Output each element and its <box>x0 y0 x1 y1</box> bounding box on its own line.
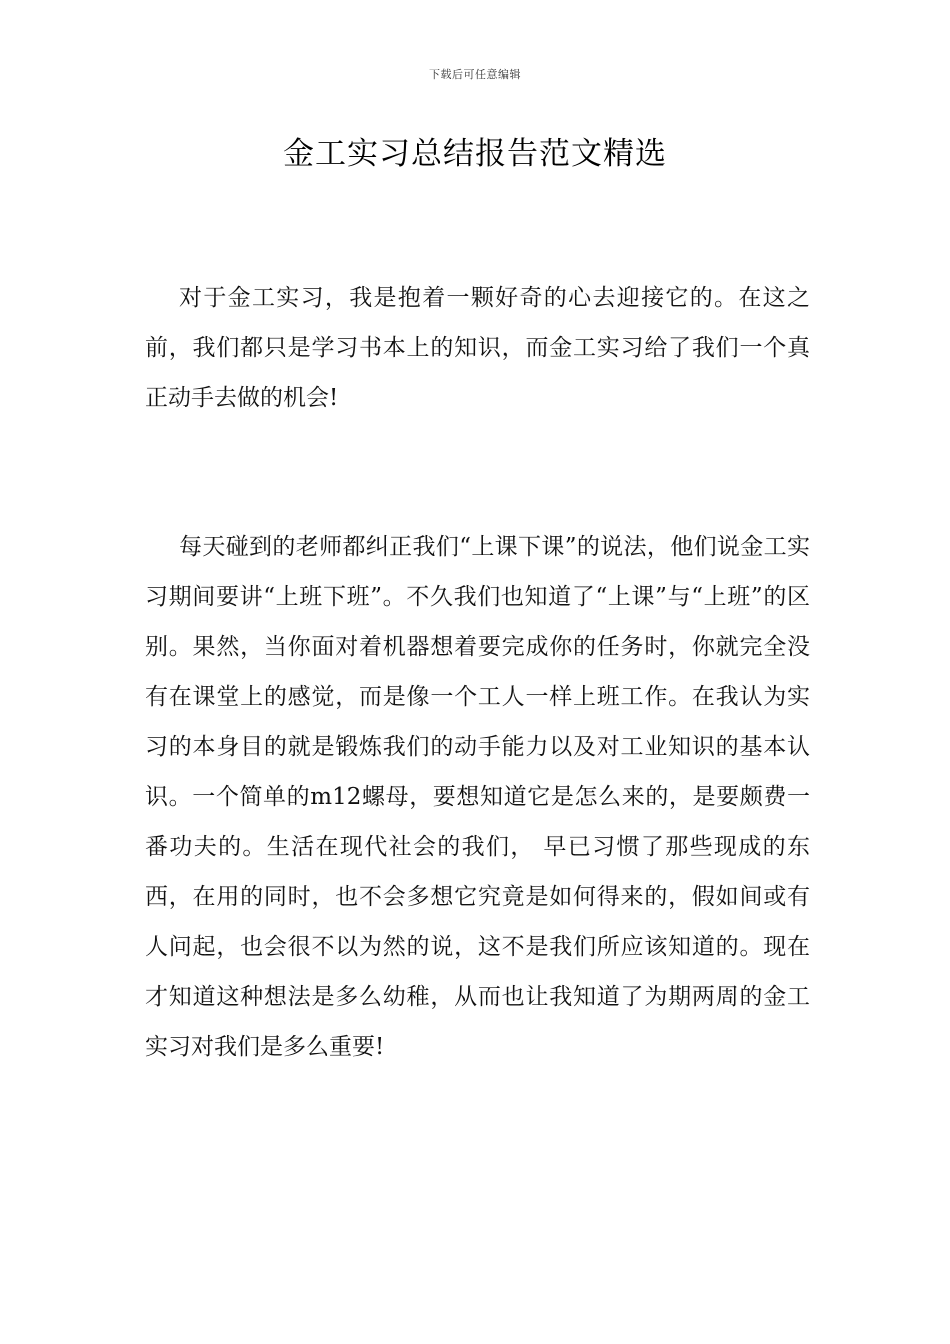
header-note: 下载后可任意编辑 <box>429 68 521 81</box>
document-title: 金工实习总结报告范文精选 <box>283 136 667 172</box>
paragraph-2: 每天碰到的老师都纠正我们“上课下课”的说法，他们说金工实习期间要讲“上班下班”。不久我们也知道了“上课”与“上班”的区别。果然，当你面对着机器想着要完成你的任务时，你就完全没有在课堂上的感觉，而是像一个工人一样上班工作。在我认为实习的本身目的就是锻炼我们的动手能力以及对工业知识的基本认识。一个简单的m12螺母，要想知道它是怎么来的，是要颇费一番功夫的。生活在现代社会的我们， 早已习惯了那些现成的东西，在用的同时，也不会多想它究竟是如何得来的，假如间或有人问起，也会很不以为然的说，这不是我们所应该知道的。现在才知道这种想法是多么幼稚，从而也让我知道了为期两周的金工实习对我们是多么重要! <box>145 534 810 1060</box>
paragraph-1: 对于金工实习，我是抱着一颗好奇的心去迎接它的。在这之前，我们都只是学习书本上的知识，而金工实习给了我们一个真正动手去做的机会! <box>145 285 810 411</box>
